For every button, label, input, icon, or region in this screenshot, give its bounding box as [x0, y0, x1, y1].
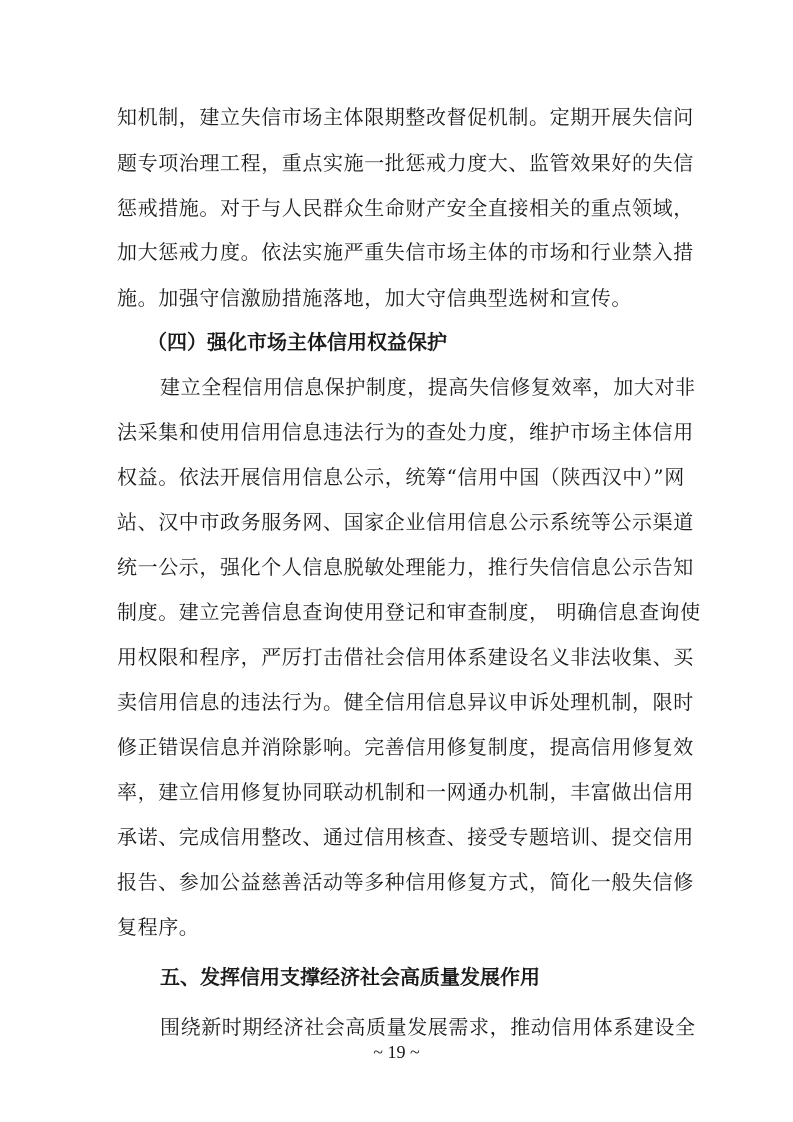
body-text-line: 报告、参加公益慈善活动等多种信用修复方式，简化一般失信修 — [117, 870, 694, 894]
section-subheading: （四）强化市场主体信用权益保护 — [147, 330, 447, 354]
body-text-line: 知机制，建立失信市场主体限期整改督促机制。定期开展失信问 — [117, 105, 694, 129]
body-text-line: 卖信用信息的违法行为。健全信用信息异议申诉处理机制，限时 — [117, 690, 694, 714]
section-heading: 五、发挥信用支撑经济社会高质量发展作用 — [160, 965, 540, 989]
body-text-line: 率，建立信用修复协同联动机制和一网通办机制，丰富做出信用 — [117, 780, 694, 804]
body-text-line: 题专项治理工程，重点实施一批惩戒力度大、监管效果好的失信 — [117, 151, 694, 175]
body-text-line: 权益。依法开展信用信息公示，统筹“信用中国（陕西汉中）”网 — [117, 465, 685, 489]
body-text-line: 复程序。 — [117, 915, 200, 939]
body-text-line: 惩戒措施。对于与人民群众生命财产安全直接相关的重点领域， — [117, 196, 694, 220]
body-text-line: 用权限和程序，严厉打击借社会信用体系建设名义非法收集、买 — [117, 645, 694, 669]
body-text-line: 围绕新时期经济社会高质量发展需求，推动信用体系建设全 — [160, 1015, 696, 1039]
body-text-line: 施。加强守信激励措施落地，加大守信典型选树和宣传。 — [117, 286, 632, 310]
body-text-line: 站、汉中市政务服务网、国家企业信用信息公示系统等公示渠道 — [117, 510, 694, 534]
page-number: ~ 19 ~ — [373, 1042, 420, 1062]
body-text-line: 制度。建立完善信息查询使用登记和审查制度， 明确信息查询使 — [117, 600, 701, 624]
body-text-line: 建立全程信用信息保护制度，提高失信修复效率，加大对非 — [160, 375, 696, 399]
body-text-line: 修正错误信息并消除影响。完善信用修复制度，提高信用修复效 — [117, 735, 694, 759]
body-text-line: 法采集和使用信用信息违法行为的查处力度，维护市场主体信用 — [117, 420, 694, 444]
body-text-line: 统一公示，强化个人信息脱敏处理能力，推行失信信息公示告知 — [117, 555, 694, 579]
body-text-line: 承诺、完成信用整改、通过信用核查、接受专题培训、提交信用 — [117, 825, 694, 849]
body-text-line: 加大惩戒力度。依法实施严重失信市场主体的市场和行业禁入措 — [117, 240, 694, 264]
